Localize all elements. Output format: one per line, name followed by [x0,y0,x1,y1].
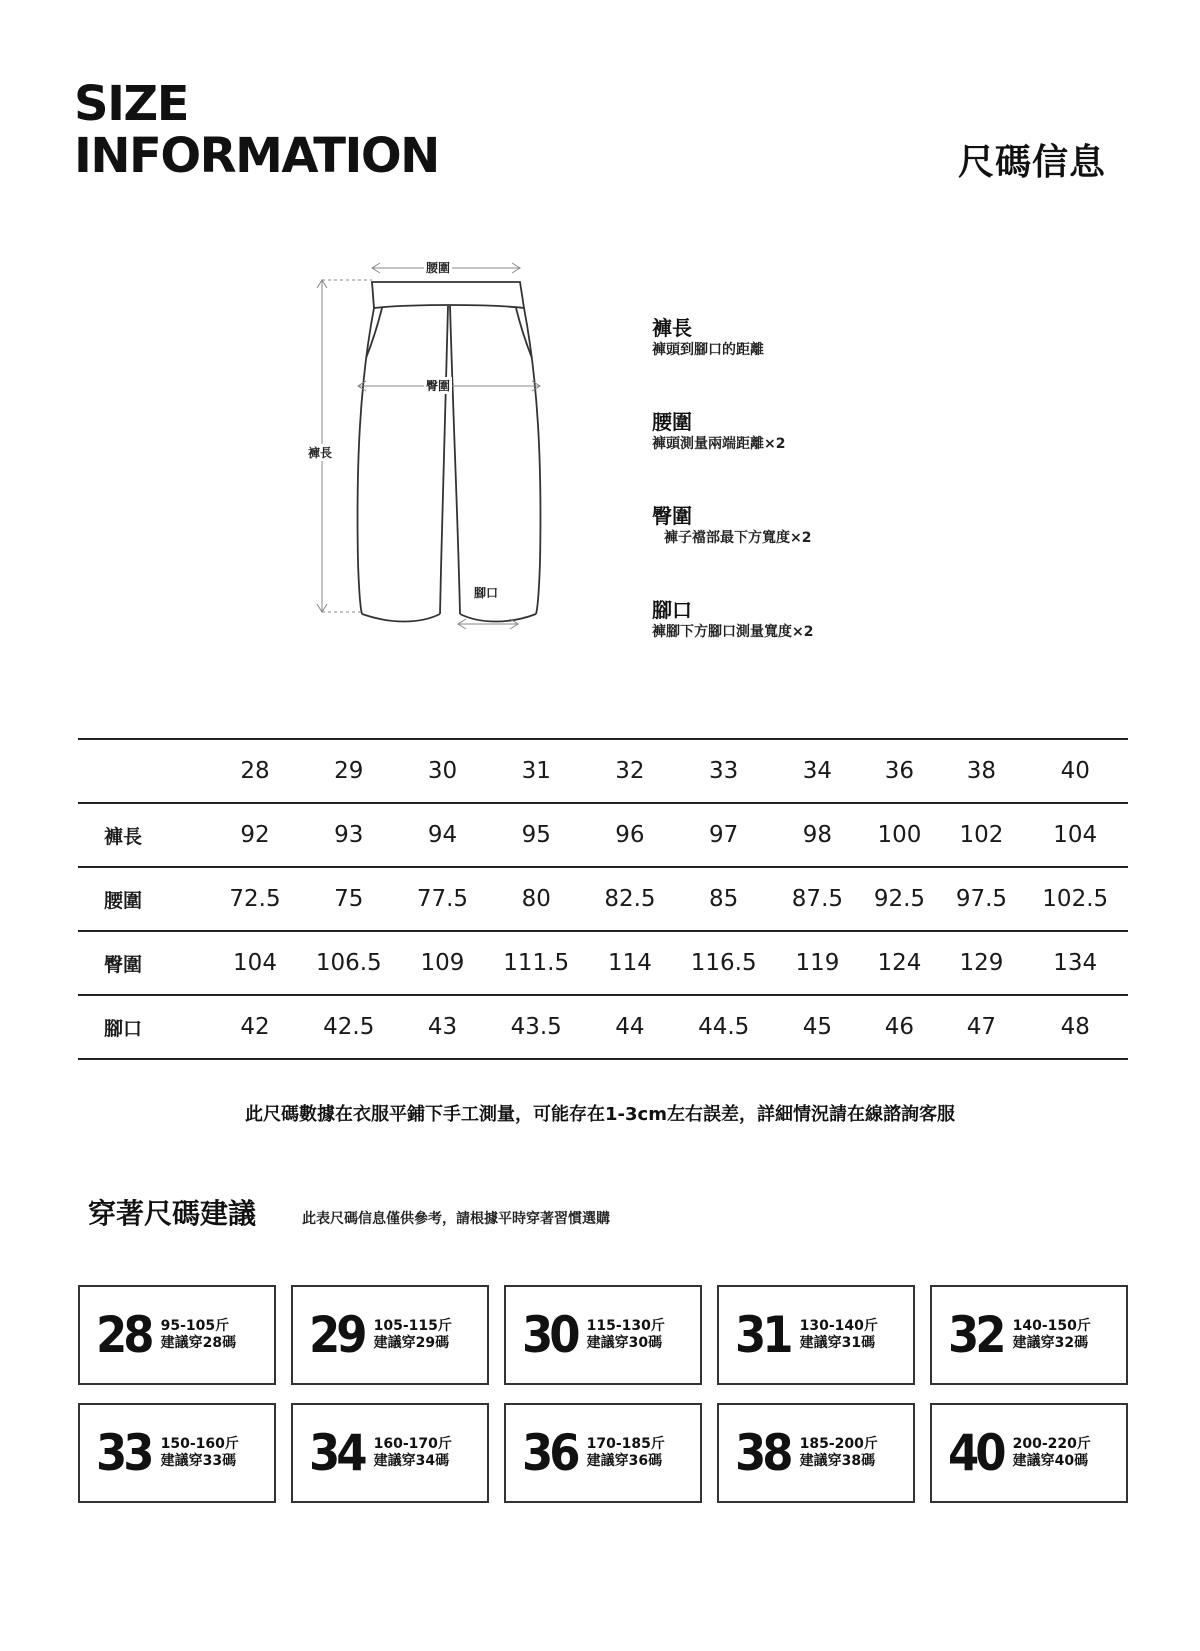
size-card-number: 32 [948,1306,1003,1364]
page-title-cn: 尺碼信息 [957,142,1106,183]
table-cell: 96 [615,822,645,848]
table-cell: 93 [334,822,364,848]
size-card-info [587,1318,665,1352]
legend-item-length [652,316,764,360]
size-card-advice: 建議穿33碼 [160,1453,237,1469]
measurement-note: 此尺碼數據在衣服平鋪下手工測量，可能存在1-3cm左右誤差，詳細情況請在線諮詢客服 [245,1104,955,1125]
legend-item-waist [652,410,785,454]
size-card-number: 33 [96,1424,151,1482]
table-cell: 45 [802,1014,833,1040]
table-size-header: 28 [240,758,270,784]
size-card-weight: 105-115斤 [373,1318,452,1334]
size-card-advice: 建議穿29碼 [373,1335,450,1351]
table-size-header: 33 [709,758,739,784]
size-card-advice: 建議穿30碼 [586,1335,663,1351]
table-cell: 75 [334,886,364,912]
legend-item-hip [652,504,811,548]
size-card-weight: 95-105斤 [160,1318,230,1334]
size-card-weight: 160-170斤 [373,1436,452,1452]
size-card-info [800,1436,878,1470]
table-row-label: 腰圍 [104,889,143,912]
table-cell: 47 [966,1014,997,1040]
size-card [504,1285,702,1385]
size-card [78,1285,276,1385]
table-cell: 97 [709,822,739,848]
legend-title: 褲長 [652,316,692,340]
table-corner-cell [78,739,214,803]
table-row-label: 臀圍 [104,953,143,976]
table-cell: 104 [233,950,277,976]
size-card-info [1013,1318,1091,1352]
recommendation-title: 穿著尺碼建議 [88,1197,257,1230]
table-size-header: 38 [966,758,997,784]
size-card-number: 28 [96,1306,151,1364]
table-cell: 48 [1060,1014,1090,1040]
recommendation-subtitle: 此表尺碼信息僅供參考，請根據平時穿著習慣選購 [302,1211,610,1227]
size-card-number: 30 [522,1306,577,1364]
table-cell: 100 [877,822,922,848]
size-card-number: 29 [309,1306,364,1364]
table-size-header: 34 [802,758,833,784]
table-row [78,995,1128,1059]
size-table-body [78,739,1128,1059]
title-line-1: SIZE [74,76,189,132]
table-cell: 72.5 [229,886,281,912]
size-card-advice: 建議穿38碼 [799,1453,876,1469]
size-card-weight: 130-140斤 [799,1318,878,1334]
table-cell: 46 [884,1014,915,1040]
table-row [78,803,1128,867]
size-card-weight: 140-150斤 [1012,1318,1091,1334]
pants-diagram [310,262,570,672]
size-card-info [161,1318,236,1352]
size-card [717,1285,915,1385]
size-card-advice: 建議穿34碼 [373,1453,450,1469]
table-cell: 42.5 [323,1014,375,1040]
size-card-number: 31 [735,1306,790,1364]
table-size-header: 40 [1060,758,1090,784]
size-card-advice: 建議穿40碼 [1012,1453,1089,1469]
table-size-header: 31 [521,758,551,784]
size-card-number: 36 [522,1424,577,1482]
table-cell: 134 [1053,950,1098,976]
table-cell: 106.5 [315,950,382,976]
table-row-label: 腳口 [104,1017,143,1040]
legend-title: 腳口 [652,598,692,622]
table-row [78,931,1128,995]
size-card-info [800,1318,878,1352]
legend-title: 臀圍 [652,504,692,528]
table-cell: 94 [427,822,458,848]
size-card [291,1285,489,1385]
table-cell: 98 [802,822,833,848]
size-card-number: 40 [948,1424,1003,1482]
size-card-weight: 170-185斤 [586,1436,665,1452]
table-cell: 44 [615,1014,645,1040]
table-row [78,867,1128,931]
legend-desc: 褲子襠部最下方寬度×2 [664,530,812,546]
table-cell: 124 [877,950,922,976]
table-cell: 109 [420,950,465,976]
legend-title: 腰圍 [652,410,692,434]
table-cell: 85 [709,886,739,912]
size-card-advice: 建議穿31碼 [799,1335,876,1351]
size-card [504,1403,702,1503]
size-card-weight: 185-200斤 [799,1436,878,1452]
size-card-info [161,1436,239,1470]
table-cell: 42 [240,1014,270,1040]
page-title [74,78,439,182]
table-cell: 102.5 [1042,886,1109,912]
table-size-header: 29 [334,758,364,784]
table-header-row [78,739,1128,803]
table-row-label: 褲長 [104,825,143,848]
table-cell: 119 [795,950,840,976]
table-cell: 95 [521,822,551,848]
size-card-number: 38 [735,1424,790,1482]
table-cell: 92.5 [873,886,926,912]
table-cell: 80 [521,886,551,912]
table-cell: 102 [959,822,1004,848]
title-line-2: INFORMATION [74,128,439,184]
table-size-header: 32 [615,758,645,784]
table-cell: 116.5 [690,950,757,976]
legend-desc: 褲頭測量兩端距離×2 [652,436,786,452]
table-cell: 77.5 [416,886,469,912]
size-card [717,1403,915,1503]
legend-item-hem [652,598,813,642]
size-card [291,1403,489,1503]
recommendation-grid [78,1285,1128,1503]
size-table [78,738,1128,1060]
table-cell: 43 [427,1014,458,1040]
table-cell: 114 [607,950,652,976]
table-size-header: 30 [427,758,458,784]
size-card [930,1403,1128,1503]
legend-desc: 褲頭到腳口的距離 [652,342,764,358]
size-card-weight: 150-160斤 [160,1436,239,1452]
waist-label: 腰圍 [426,261,451,275]
size-card [78,1403,276,1503]
size-card-advice: 建議穿32碼 [1012,1335,1089,1351]
table-cell: 129 [959,950,1004,976]
size-card-weight: 200-220斤 [1012,1436,1091,1452]
size-card [930,1285,1128,1385]
table-size-header: 36 [884,758,915,784]
table-cell: 92 [240,822,270,848]
table-cell: 104 [1053,822,1098,848]
table-cell: 87.5 [791,886,844,912]
size-card-weight: 115-130斤 [586,1318,665,1334]
pants-outline-icon [310,262,570,672]
table-cell: 44.5 [698,1014,750,1040]
table-cell: 111.5 [503,950,570,976]
legend-desc: 褲腳下方腳口測量寬度×2 [652,624,814,640]
table-cell: 97.5 [955,886,1008,912]
size-card-info [374,1318,452,1352]
size-card-advice: 建議穿36碼 [586,1453,663,1469]
size-card-number: 34 [309,1424,364,1482]
size-card-info [1013,1436,1091,1470]
length-label: 褲長 [308,446,333,460]
hem-label: 腳口 [474,586,499,600]
table-cell: 82.5 [604,886,656,912]
hip-label: 臀圍 [426,379,451,393]
size-card-info [374,1436,452,1470]
table-cell: 43.5 [510,1014,562,1040]
size-card-advice: 建議穿28碼 [160,1335,237,1351]
size-card-info [587,1436,665,1470]
